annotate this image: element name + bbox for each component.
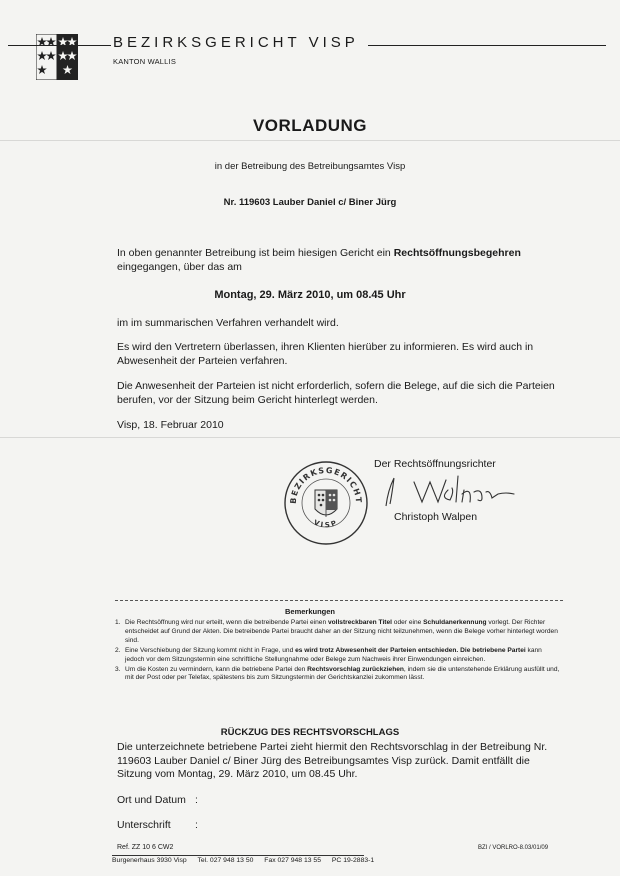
notes-title: Bemerkungen xyxy=(284,607,335,616)
place-date-label: Ort und Datum xyxy=(117,794,186,806)
note-bold-text: Rechtsvorschlag zurückziehen xyxy=(307,665,404,673)
intro-text-end: eingegangen, über das am xyxy=(117,261,242,273)
judge-title: Der Rechtsöffnungsrichter xyxy=(374,458,496,470)
judge-name: Christoph Walpen xyxy=(394,511,478,523)
court-name: BEZIRKSGERICHT VISP xyxy=(113,34,359,51)
intro-bold-text: Rechtsöffnungsbegehren xyxy=(393,247,521,259)
section-separator xyxy=(115,600,563,601)
note-number: 3. xyxy=(115,665,121,673)
canton-name: KANTON WALLIS xyxy=(113,57,177,66)
footer-address: Burgenerhaus 3930 Visp xyxy=(112,857,187,864)
note-text: , indem sie die untenstehende Erklärung ausfüllt und, mit der Post oder per Telefax, spätestens bis zum Sitzungstermin der Gerichtskanzlei zukommen lässt. xyxy=(125,665,560,682)
place-date-field[interactable]: : xyxy=(195,794,198,806)
wallis-crest-icon xyxy=(36,34,78,80)
intro-paragraph xyxy=(117,246,563,274)
note-bold-text: Die betriebene Partei xyxy=(460,646,526,654)
attendance-paragraph: Die Anwesenheit der Parteien ist nicht erforderlich, sofern die Belege, auf die sich die Parteien berufen, vor der Sitzung beim Gericht hinterlegt werden. xyxy=(117,380,555,406)
reference-number: Ref. ZZ 10 6 CW2 xyxy=(117,844,174,851)
signature-field[interactable]: : xyxy=(195,819,198,831)
notes-list xyxy=(115,619,563,684)
note-item xyxy=(115,619,563,646)
note-number: 2. xyxy=(115,646,121,654)
seal-top-text: BEZIRKSGERICHT xyxy=(288,465,364,505)
document-subtitle: in der Betreibung des Betreibungsamtes Visp xyxy=(214,161,406,172)
note-text: Um die Kosten zu vermindern, kann die betriebene Partei den xyxy=(125,665,308,673)
footer-contact xyxy=(112,857,383,864)
footer-tel: Tel. 027 948 13 50 xyxy=(197,857,254,864)
note-text: vorlegt. Der Richter entscheidet auf Grund der Akten. Die betreibende Partei braucht daher an der Sitzung nicht teilzunehmen, wenn die Belege vorher hinterlegt worden sind. xyxy=(125,619,558,644)
procedure-paragraph: im im summarischen Verfahren verhandelt wird. xyxy=(117,317,339,329)
form-id: BZI / VORLRO-8.03/01/09 xyxy=(478,845,549,851)
note-text: kann jedoch vor dem Sitzungstermin eine schriftliche Stellungnahme oder Belege zum Nachweis ihrer Einwendungen einreichen. xyxy=(125,646,542,663)
note-item xyxy=(115,647,563,665)
withdrawal-text: Die unterzeichnete betriebene Partei zieht hiermit den Rechtsvorschlag in der Betreibung Nr. 119603 Lauber Daniel c/ Biner Jürg des Betreibungsamtes Visp zurück. Damit entfällt die Sitzung vom Montag, 29. März 2010, um 08.45 Uhr. xyxy=(117,741,548,780)
paper-fold xyxy=(0,140,620,141)
intro-text: In oben genannter Betreibung ist beim hiesigen Gericht ein xyxy=(117,247,394,259)
note-bold-text: es wird trotz Abwesenheit der Parteien entschieden. xyxy=(295,646,459,654)
footer-fax: Fax 027 948 13 55 xyxy=(264,857,321,864)
note-text: oder eine xyxy=(391,619,424,626)
document-title: VORLADUNG xyxy=(252,116,368,135)
place-date: Visp, 18. Februar 2010 xyxy=(117,419,224,431)
seal-bottom-text: VISP xyxy=(312,518,340,530)
court-seal-icon xyxy=(282,459,370,547)
handwritten-signature-icon xyxy=(378,468,528,510)
svg-text:VISP xyxy=(313,519,340,530)
representatives-paragraph: Es wird den Vertretern überlassen, ihren Klienten hierüber zu informieren. Es wird auch in Abwesenheit der Parteien verfahren. xyxy=(117,341,534,367)
footer-pc: PC 19-2883-1 xyxy=(331,857,375,864)
note-text: Die Rechtsöffnung wird nur erteilt, wenn die betreibende Partei einen xyxy=(125,619,328,626)
header-rule xyxy=(368,45,606,46)
note-text: Eine Verschiebung der Sitzung kommt nicht in Frage, und xyxy=(125,646,296,654)
signature-label: Unterschrift xyxy=(117,819,171,831)
hearing-date: Montag, 29. März 2010, um 08.45 Uhr xyxy=(214,289,406,301)
note-number: 1. xyxy=(115,619,121,626)
note-bold-text: vollstreckbaren Titel xyxy=(327,619,392,626)
case-number: Nr. 119603 Lauber Daniel c/ Biner Jürg xyxy=(223,197,397,208)
note-item xyxy=(115,666,563,684)
note-bold-text: Schuldanerkennung xyxy=(423,619,487,626)
footer-rule xyxy=(112,855,364,856)
paper-fold xyxy=(0,437,620,438)
header-rule xyxy=(8,45,111,46)
withdrawal-title: RÜCKZUG DES RECHTSVORSCHLAGS xyxy=(220,727,400,738)
